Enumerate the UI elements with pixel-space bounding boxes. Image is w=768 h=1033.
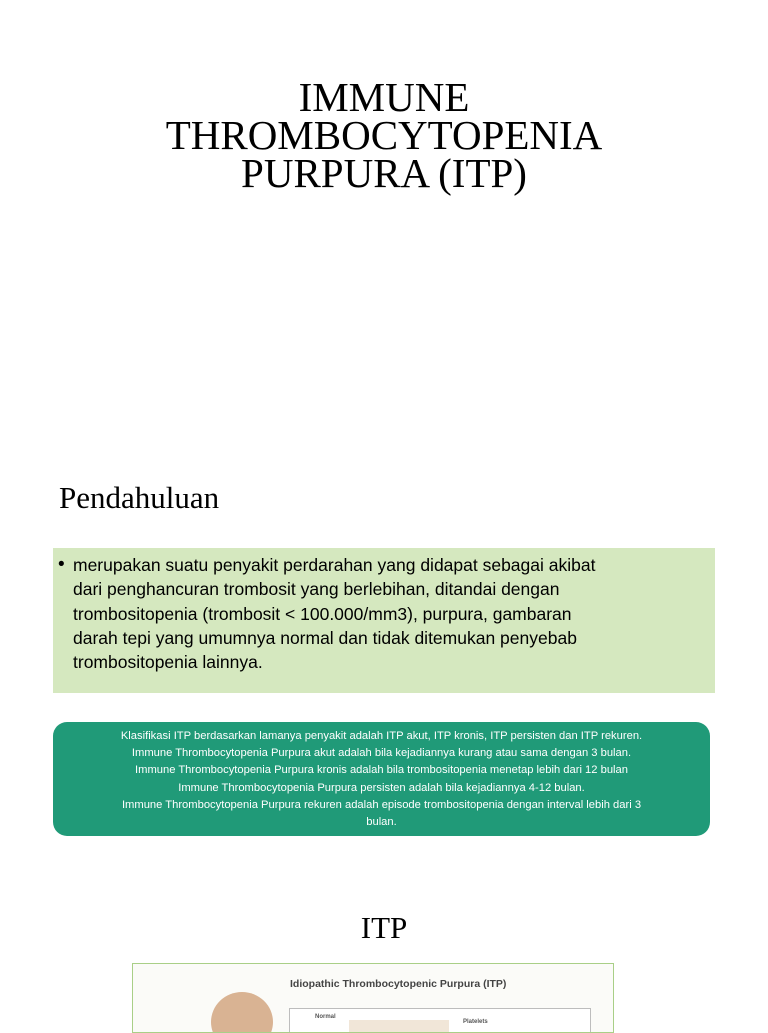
intro-line: trombositopenia lainnya. [73,652,263,673]
blood-vessel-illustration [349,1020,449,1033]
classification-line: Immune Thrombocytopenia Purpura kronis adalah bila trombositopenia menetap lebih dari 12 bulan [135,764,628,777]
classification-box [53,722,710,836]
intro-line: dari penghancuran trombosit yang berlebihan, ditandai dengan [73,579,560,600]
title-line: THROMBOCYTOPENIA [165,112,603,158]
figure-title: Idiopathic Thrombocytopenic Purpura (ITP) [290,978,507,990]
section-heading-pendahuluan: Pendahuluan [59,480,220,515]
intro-line: merupakan suatu penyakit perdarahan yang didapat sebagai akibat [73,555,596,575]
classification-line: Immune Thrombocytopenia Purpura akut adalah bila kejadiannya kurang atau sama dengan 3 bulan. [131,747,632,760]
figure-label-platelets: Platelets [463,1019,488,1025]
classification-line: Immune Thrombocytopenia Purpura rekuren adalah episode trombositopenia dengan interval lebih dari 3 [121,798,642,811]
classification-line: Immune Thrombocytopenia Purpura persisten adalah bila kejadiannya 4-12 bulan. [178,781,585,794]
slide-title [84,74,684,196]
section-heading-itp: ITP [360,910,408,945]
itp-figure [132,963,614,1033]
intro-paragraph [73,553,703,674]
classification-line: Klasifikasi ITP berdasarkan lamanya penyakit adalah ITP akut, ITP kronis, ITP persisten dan ITP rekuren. [120,730,643,742]
classification-line: bulan. [366,816,397,829]
title-line: PURPURA (ITP) [241,150,527,196]
figure-label-normal: Normal [315,1014,336,1020]
intro-line: trombositopenia (trombosit < 100.000/mm3), purpura, gambaran [73,603,572,624]
intro-line: darah tepi yang umumnya normal dan tidak ditemukan penyebab [73,627,577,648]
patient-head-illustration [211,992,273,1033]
title-line: IMMUNE [298,74,470,120]
bullet-marker: • [58,554,65,575]
